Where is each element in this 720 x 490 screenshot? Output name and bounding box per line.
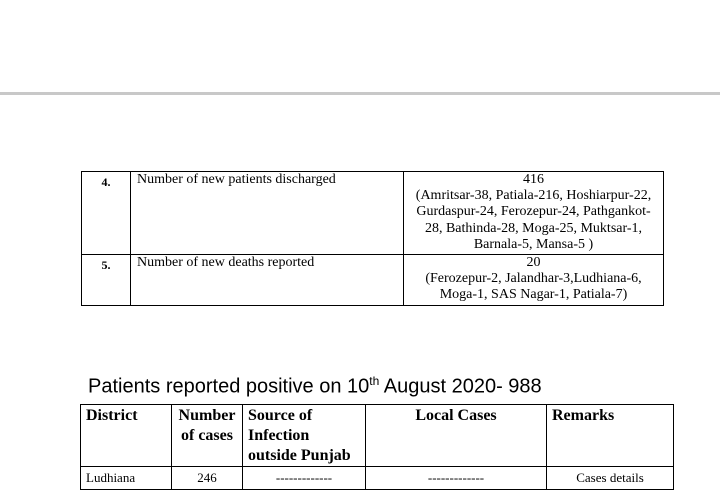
table-header-row bbox=[81, 405, 674, 467]
cell-remarks: Cases details bbox=[547, 467, 674, 490]
value-total: 416 bbox=[523, 172, 544, 187]
heading-sup: th bbox=[369, 374, 380, 388]
cell-local: ------------- bbox=[366, 467, 547, 490]
header-number: Number of cases bbox=[172, 405, 243, 467]
heading-suffix: August 2020- 988 bbox=[379, 375, 542, 398]
heading-prefix: Patients reported positive on 10 bbox=[88, 375, 370, 398]
cell-district: Ludhiana bbox=[81, 467, 172, 490]
value-details: (Ferozepur-2, Jalandhar-3,Ludhiana-6, Moga-1, SAS Nagar-1, Patiala-7) bbox=[425, 271, 642, 303]
summary-table bbox=[81, 171, 664, 306]
positive-cases-table bbox=[80, 404, 674, 490]
header-divider bbox=[0, 92, 720, 95]
row-value bbox=[404, 255, 664, 306]
header-district: District bbox=[81, 405, 172, 467]
header-source: Source of Infection outside Punjab bbox=[243, 405, 366, 467]
cell-number: 246 bbox=[172, 467, 243, 490]
value-total: 20 bbox=[526, 255, 541, 271]
row-value bbox=[404, 172, 664, 255]
header-local: Local Cases bbox=[366, 405, 547, 467]
table-row bbox=[81, 467, 674, 490]
table-row bbox=[82, 172, 664, 255]
header-remarks: Remarks bbox=[547, 405, 674, 467]
table-row bbox=[82, 255, 664, 306]
row-label: Number of new deaths reported bbox=[131, 255, 404, 306]
cell-source: ------------- bbox=[243, 467, 366, 490]
row-serial: 5. bbox=[82, 255, 131, 306]
section-heading bbox=[88, 374, 542, 399]
row-label: Number of new patients discharged bbox=[131, 172, 404, 255]
row-serial: 4. bbox=[82, 172, 131, 255]
value-details: (Amritsar-38, Patiala-216, Hoshiarpur-22, Gurdaspur-24, Ferozepur-24, Pathgankot-28, Bathinda-28, Moga-25, Muktsar-1, Barnala-5, Mansa-5 ) bbox=[415, 188, 652, 252]
